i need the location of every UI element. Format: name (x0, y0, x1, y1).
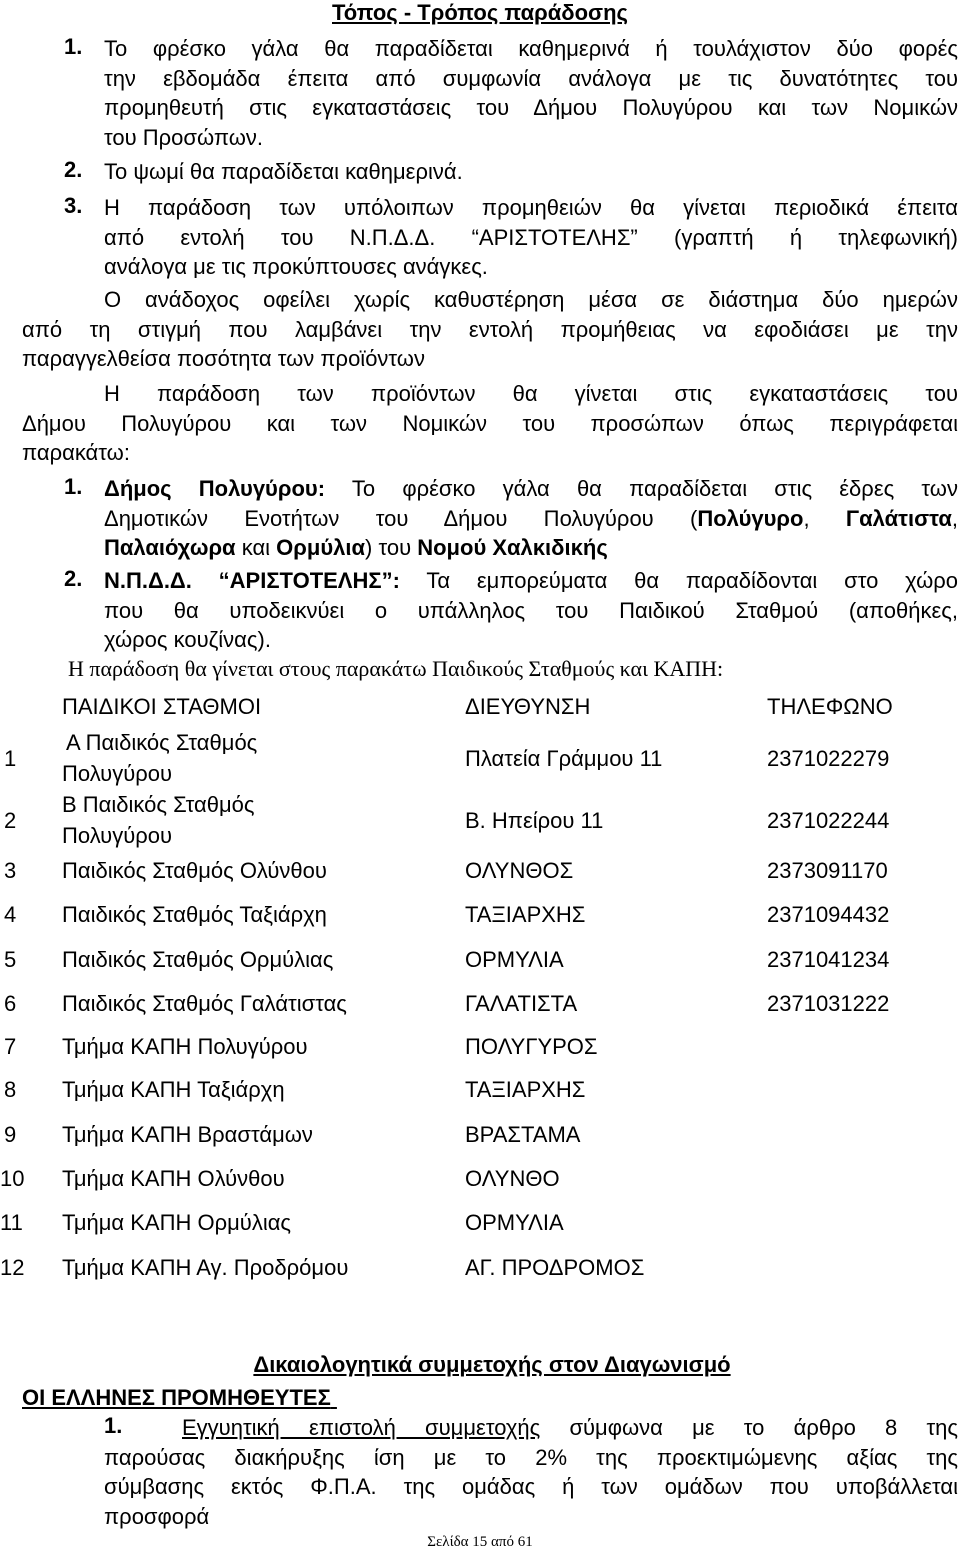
delivery-number: 2. (64, 566, 83, 591)
station-address: ΟΡΜΥΛΙΑ (465, 1210, 564, 1235)
station-address: ΒΡΑΣΤΑΜΑ (465, 1122, 581, 1147)
table-row (0, 728, 960, 790)
table-row (0, 900, 960, 944)
subheading-greek-suppliers: ΟΙ ΕΛΛΗΝΕΣ ΠΡΟΜΗΘΕΥΤΕΣ (22, 1385, 331, 1410)
station-address: Β. Ηπείρου 11 (465, 808, 604, 833)
paragraph-delivery-location: Η παράδοση των προϊόντων θα γίνεται στις εγκαταστάσεις του Δήμου Πολυγύρου και των Νομικών του προσώπων όπως περιγράφεται παρακάτω: (22, 381, 958, 465)
station-phone: 2371022279 (767, 746, 890, 771)
item-number: 1. (104, 1413, 123, 1438)
table-intro: Η παράδοση θα γίνεται στους παρακάτω Παιδικούς Σταθμούς και ΚΑΠΗ: (68, 656, 724, 681)
item-number: 1. (64, 34, 83, 59)
column-header-address: ΔΙΕΥΘΥΝΣΗ (465, 694, 591, 719)
station-phone: 2373091170 (767, 858, 888, 883)
row-number: 7 (4, 1034, 17, 1059)
delivery-item-municipality: Δήμος Πολυγύρου: Το φρέσκο γάλα θα παραδίδεται στις έδρες των Δημοτικών Ενοτήτων του Δήμου Πολυγύρου (Πολύγυρο, Γαλάτιστα, Παλαιόχωρα και Ορμύλια) του Νομού Χαλκιδικής (104, 476, 958, 560)
row-number: 8 (4, 1077, 17, 1102)
table-row (0, 856, 960, 900)
station-address: ΤΑΞΙΑΡΧΗΣ (465, 902, 586, 927)
station-name: Παιδικός Σταθμός Γαλάτιστας (62, 991, 347, 1016)
row-number: 3 (4, 858, 17, 883)
delivery-heading: Ν.Π.Δ.Δ. “ΑΡΙΣΤΟΤΕΛΗΣ”: (104, 568, 400, 593)
table-row (0, 790, 960, 852)
row-number: 2 (4, 808, 17, 833)
station-name: Τμήμα ΚΑΠΗ Ταξιάρχη (62, 1077, 285, 1102)
station-name: Παιδικός Σταθμός Ταξιάρχη (62, 902, 327, 927)
station-address: ΟΛΥΝΘΟ (465, 1166, 560, 1191)
row-number: 9 (4, 1122, 17, 1147)
table-row (0, 945, 960, 989)
station-address: ΓΑΛΑΤΙΣΤΑ (465, 991, 578, 1016)
table-row (0, 1208, 960, 1252)
station-name: Τμήμα ΚΑΠΗ Ολύνθου (62, 1166, 285, 1191)
station-address: ΠΟΛΥΓΥΡΟΣ (465, 1034, 598, 1059)
list-item-other-supplies: Η παράδοση των υπόλοιπων προμηθειών θα γίνεται περιοδικά έπειτα από εντολή του Ν.Π.Δ.Δ. “ΑΡΙΣΤΟΤΕΛΗΣ” (γραπτή ή τηλεφωνική) ανάλογα με τις προκύπτουσες ανάγκες. (104, 195, 958, 279)
station-name: Τμήμα ΚΑΠΗ Αγ. Προδρόμου (62, 1255, 349, 1280)
station-address: ΤΑΞΙΑΡΧΗΣ (465, 1077, 586, 1102)
column-header-phone: ΤΗΛΕΦΩΝΟ (767, 694, 893, 719)
station-name: Τμήμα ΚΑΠΗ Πολυγύρου (62, 1034, 308, 1059)
station-address: ΟΛΥΝΘΟΣ (465, 858, 574, 883)
station-name: Β Παιδικός Σταθμός (62, 792, 255, 817)
station-phone: 2371041234 (767, 947, 890, 972)
station-name-line2: Πολυγύρου (62, 761, 173, 786)
table-row (0, 1253, 960, 1297)
delivery-item-legal-entity: Ν.Π.Δ.Δ. “ΑΡΙΣΤΟΤΕΛΗΣ”: Τα εμπορεύματα θα παραδίδονται στο χώρο που θα υποδεικνύει ο υπάλληλος του Παιδικού Σταθμού (αποθήκες, χώρος κουζίνας). (104, 568, 959, 652)
station-name: Παιδικός Σταθμός Ολύνθου (62, 858, 327, 883)
table-row (0, 1164, 960, 1208)
station-phone: 2371094432 (767, 902, 890, 927)
row-number: 12 (0, 1255, 25, 1280)
station-phone: 2371031222 (767, 991, 890, 1016)
section-title-qualifications: Δικαιολογητικά συμμετοχής στον Διαγωνισμό (253, 1352, 731, 1377)
item-number: 2. (64, 157, 83, 182)
page-footer: Σελίδα 15 από 61 (427, 1534, 533, 1550)
station-phone: 2371022244 (767, 808, 890, 833)
station-address: ΟΡΜΥΛΙΑ (465, 947, 564, 972)
table-row (0, 1075, 960, 1119)
row-number: 5 (4, 947, 17, 972)
station-name: Α Παιδικός Σταθμός (66, 730, 258, 755)
row-number: 11 (0, 1210, 23, 1235)
row-number: 6 (4, 991, 17, 1016)
station-name: Τμήμα ΚΑΠΗ Βραστάμων (62, 1122, 313, 1147)
delivery-heading: Δήμος Πολυγύρου: (104, 476, 326, 501)
table-row (0, 1120, 960, 1164)
delivery-number: 1. (64, 474, 83, 499)
paragraph-contractor-obligation: Ο ανάδοχος οφείλει χωρίς καθυστέρηση μέσα σε διάστημα δύο ημερών από τη στιγμή που λαμβάνει την εντολή προμήθειας να εφοδιάσει με την παραγγελθείσα ποσότητα των προϊόντων (22, 287, 958, 371)
station-address: Πλατεία Γράμμου 11 (465, 746, 663, 771)
row-number: 4 (4, 902, 17, 927)
station-name-line2: Πολυγύρου (62, 823, 173, 848)
list-item-guarantee-letter: Εγγυητική επιστολή συμμετοχής σύμφωνα με το άρθρο 8 της παρούσας διακήρυξης ίση με το 2% της προεκτιμώμενης αξίας της σύμβασης εκτός Φ.Π.Α. της ομάδας ή των ομάδων που υποβάλλεται προσφορά (104, 1415, 958, 1529)
table-row (0, 989, 960, 1033)
row-number: 10 (0, 1166, 25, 1191)
table-row (0, 1032, 960, 1076)
list-item-milk: Το φρέσκο γάλα θα παραδίδεται καθημερινά ή τουλάχιστον δύο φορές την εβδομάδα έπειτα από συμφωνία ανάλογα με τις δυνατότητες του προμηθευτή στις εγκαταστάσεις του Δήμου Πολυγύρου και των Νομικών του Προσώπων. (104, 36, 958, 150)
item-number: 3. (64, 193, 83, 218)
guarantee-letter-link[interactable]: Εγγυητική επιστολή συμμετοχής (182, 1415, 541, 1440)
row-number: 1 (4, 746, 17, 771)
station-address: ΑΓ. ΠΡΟΔΡΟΜΟΣ (465, 1255, 645, 1280)
station-name: Παιδικός Σταθμός Ορμύλιας (62, 947, 334, 972)
list-item-bread: Το ψωμί θα παραδίδεται καθημερινά. (104, 159, 463, 184)
station-name: Τμήμα ΚΑΠΗ Ορμύλιας (62, 1210, 292, 1235)
section-title: Τόπος - Τρόπος παράδοσης (332, 0, 628, 25)
column-header-stations: ΠΑΙΔΙΚΟΙ ΣΤΑΘΜΟΙ (62, 694, 262, 719)
